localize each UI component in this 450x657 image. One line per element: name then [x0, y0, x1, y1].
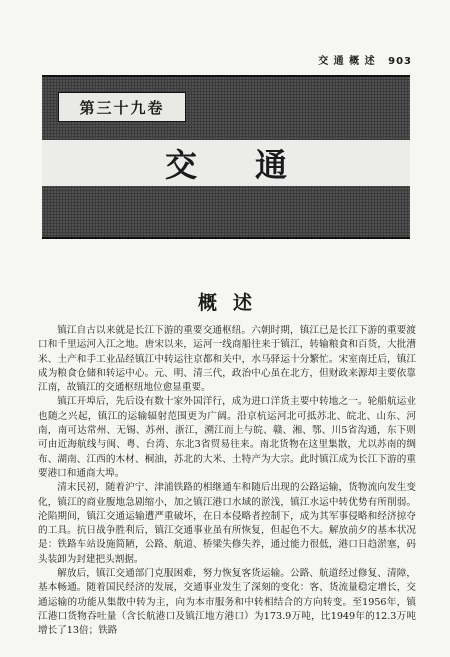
section-heading: 概述 [197, 292, 268, 314]
body-text [38, 324, 416, 639]
running-header [318, 52, 412, 67]
page-number: 903 [388, 56, 412, 67]
paragraph: 解放后，镇江交通部门克服困难，努力恢复客货运输。公路、航道经过修复、清障，基本畅通。随着国民经济的发展，交通事业发生了深刻的变化：客、货流量稳定增长，交通运输的功能从集散中转为主，向为本市服务和中转相结合的方向转变。至1956年，镇江港口货物吞吐量（含长航港口及镇江地方港口）为173.9万吨，比1949年的12.3万吨增长了13倍；铁路 [38, 568, 416, 637]
chapter-label: 第三十九卷 [58, 92, 186, 122]
paragraph: 镇江自古以来就是长江下游的重要交通枢纽。六朝时期，镇江已是长江下游的重要渡口和千里运河入江之地。唐宋以来，运河一线商船往来于镇江，转输粮食和百货，大批漕米、土产和手工业品经镇江中转运往京都和关中，水马驿运十分繁忙。宋室南迁后，镇江成为粮食仓储和转运中心。元、明、清三代，政治中心虽在北方，但财政来源却主要依靠江南，故镇江的交通枢纽地位愈显重要。 [38, 325, 416, 394]
paragraph: 清末民初，随着沪宁、津浦铁路的相继通车和随后出现的公路运输，货物流向发生变化，镇江的商业腹地急剧缩小，加之镇江港口水域的淤浅，镇江水运中转优势有所削弱。沦陷期间，镇江交通运输遭严重破坏，在日本侵略者控制下，成为其军事侵略和经济掠夺的工具。抗日战争胜利后，镇江交通事业虽有所恢复，但起色不大。解放前夕的基本状况是：铁路车站设施简陋，公路、航道、桥梁失修失养，通过能力很低，港口日趋淤塞，码头装卸为封建把头割据。 [38, 482, 416, 565]
chapter-title: 交通 [164, 146, 345, 184]
running-header-section: 交 通 概 述 [318, 56, 376, 67]
paragraph: 镇江开埠后，先后设有数十家外国洋行，成为进口洋货主要中转地之一。轮船航运业也随之兴起，镇江的运输辐射范围更为广阔。沿京杭运河北可抵苏北、皖北、山东、河南，南可达常州、无锡、苏州、浙江，溯江而上与皖、赣、湘、鄂、川5省沟通，东下则可由近海航线与闽、粤、台湾、东北3省贸易往来。南北货物在这里集散，尤以苏南的绸布、湖南、江西的木材、桐油，苏北的大米、土特产为大宗。此时镇江成为长江下游的重要港口和通商大埠。 [38, 396, 416, 479]
